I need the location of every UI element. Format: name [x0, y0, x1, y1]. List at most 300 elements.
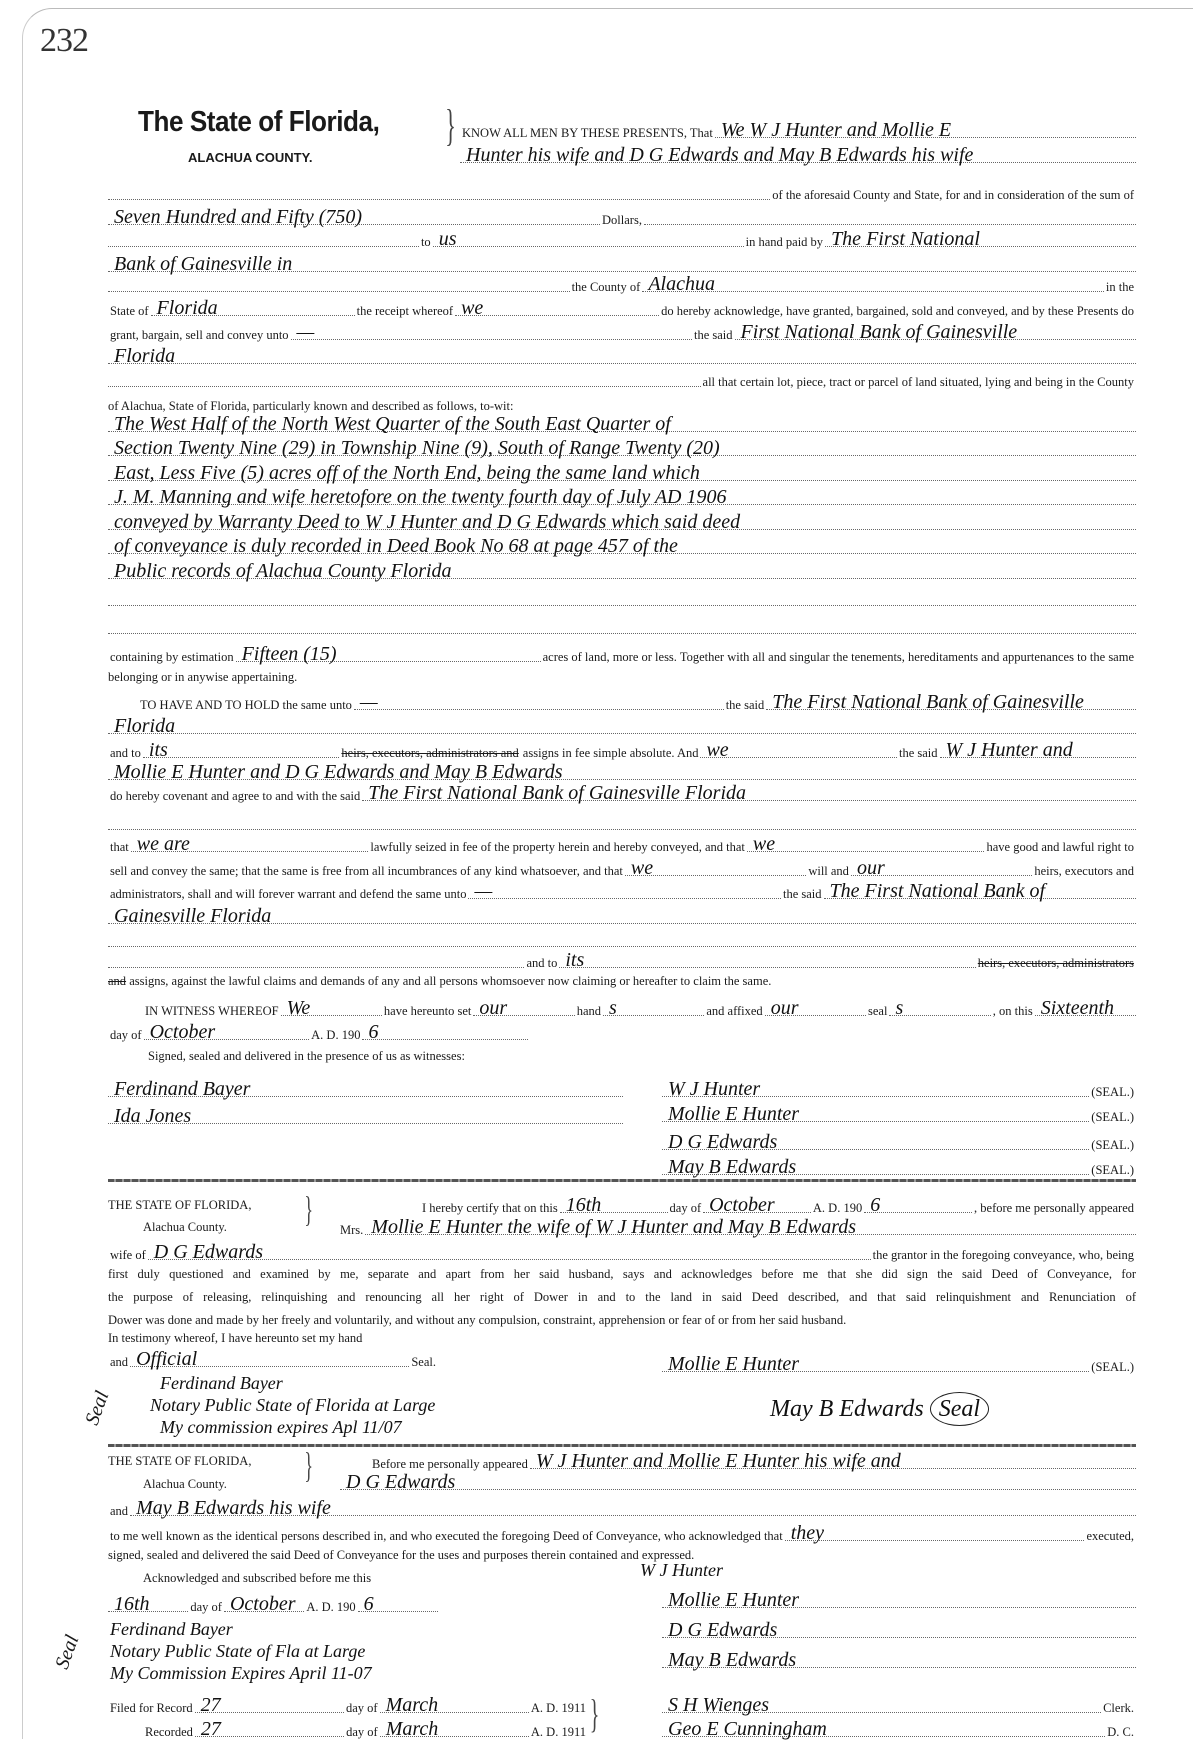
handwritten-entry: D G Edwards — [346, 1471, 456, 1493]
handwritten-entry: Sixteenth — [1040, 997, 1115, 1019]
handwritten-field — [825, 228, 1136, 250]
printed-text: in hand paid by — [745, 235, 824, 249]
covenantors-line — [108, 760, 1136, 782]
county-heading-2: Alachua County. — [143, 1220, 227, 1234]
printed-text: lawfully seized in fee of the property herein and hereby conveyed, and that — [370, 840, 745, 854]
handwritten-field — [530, 1450, 1136, 1472]
legal-6-line — [108, 534, 1136, 556]
printed-text: do hereby acknowledge, have granted, bargained, sold and conveyed, and by these Presents do — [661, 304, 1135, 318]
handwritten-entry: its — [148, 739, 168, 761]
printed-text: and to — [526, 956, 558, 970]
aforesaid-line — [108, 180, 1136, 202]
filed-line — [108, 1693, 588, 1715]
day-of-line — [108, 1020, 528, 1042]
handwritten-entry: The West Half of the North West Quarter of the South East Quarter of — [114, 413, 671, 435]
notary-commission: My commission expires Apl 11/07 — [160, 1417, 402, 1437]
handwritten-field — [715, 119, 1136, 141]
handwritten-field — [662, 1589, 1136, 1611]
grantor-sig-2-line — [662, 1102, 1136, 1124]
printed-text: containing by estimation — [110, 650, 234, 664]
grant-unto-line — [108, 320, 1136, 342]
handwritten-entry: s — [609, 997, 617, 1019]
handwritten-entry: we are — [136, 833, 190, 855]
handwritten-field — [236, 643, 541, 665]
handwritten-entry: Ida Jones — [114, 1105, 192, 1127]
sum-line — [108, 205, 1136, 227]
handwritten-field — [1035, 997, 1136, 1019]
printed-text: A. D. 1911 — [530, 1701, 586, 1715]
printed-text: IN WITNESS WHEREOF — [145, 1004, 279, 1018]
handwritten-field — [362, 1021, 528, 1043]
handwritten-field — [108, 413, 1136, 435]
appeared-cont-line — [340, 1470, 1136, 1492]
seal-mark: Seal — [930, 1392, 989, 1426]
handwritten-entry: The First National Bank of Gainesville Florida — [368, 782, 747, 804]
printed-text: the said — [725, 698, 765, 712]
blank-fill-line — [108, 951, 524, 968]
printed-text: , before me personally appeared — [974, 1201, 1135, 1215]
brace: } — [304, 1189, 313, 1229]
brace: } — [304, 1445, 313, 1485]
described-clause: of Alachua, State of Florida, particularly known and described as follows, to-wit: — [108, 399, 514, 413]
state-heading-2: THE STATE OF FLORIDA, — [108, 1198, 252, 1212]
printed-text: acres of land, more or less. Together with all and singular the tenements, hereditaments and appurtenances to the same — [542, 650, 1134, 664]
handwritten-field — [889, 997, 990, 1019]
acknowledged-clause: Acknowledged and subscribed before me this — [143, 1571, 372, 1585]
printed-text: to — [420, 235, 431, 249]
handwritten-entry: Gainesville Florida — [114, 905, 272, 927]
handwritten-field — [380, 1694, 529, 1716]
handwritten-field — [362, 782, 1136, 804]
handwritten-field — [662, 1353, 1089, 1375]
handwritten-entry: 16th — [565, 1194, 602, 1216]
grant-unto-cont-line — [108, 344, 1136, 366]
printed-text: that — [110, 840, 129, 854]
handwritten-entry: Ferdinand Bayer — [114, 1078, 251, 1100]
printed-text: and to — [110, 746, 141, 760]
handwritten-field — [108, 715, 1136, 737]
seized-line — [108, 832, 1136, 854]
warrant-line — [108, 879, 1136, 901]
section-divider — [108, 1179, 1136, 1182]
printed-text: administrators, shall and will forever warrant and defend the same unto — [110, 887, 467, 901]
official-seal-line — [108, 1347, 438, 1369]
handwritten-field — [662, 1131, 1089, 1153]
handwritten-entry: our — [770, 997, 799, 1019]
blank-3-line — [108, 810, 1136, 832]
handwritten-entry: us — [438, 228, 457, 250]
printed-text: day of — [669, 1201, 702, 1215]
witness-1-line — [108, 1077, 623, 1099]
signed-delivered-clause: signed, sealed and delivered the said Deed of Conveyance for the uses and purposes therein contained and expressed. — [108, 1548, 695, 1562]
county-heading: ALACHUA COUNTY. — [188, 150, 313, 165]
handwritten-entry: Mollie E Hunter — [668, 1353, 800, 1375]
page-number: 232 — [40, 22, 88, 59]
handwritten-field — [108, 345, 1136, 367]
printed-text: Seal. — [411, 1355, 436, 1369]
handwritten-entry: East, Less Five (5) acres off of the North End, being the same land which — [114, 462, 700, 484]
handwritten-field — [662, 1103, 1089, 1125]
printed-text: Clerk. — [1103, 1701, 1134, 1715]
handwritten-entry: our — [479, 997, 508, 1019]
handwritten-field — [662, 1718, 1105, 1740]
legal-4-line — [108, 485, 1136, 507]
handwritten-entry: May B Edwards his wife — [136, 1497, 331, 1519]
handwritten-field — [224, 1593, 304, 1615]
printed-text: grant, bargain, sell and convey unto — [110, 328, 289, 342]
printed-text: A. D. 190 — [306, 1600, 356, 1614]
printed-text: KNOW ALL MEN BY THESE PRESENTS, That — [462, 126, 713, 140]
printed-text: in the — [1105, 280, 1134, 294]
handwritten-entry: D G Edwards — [668, 1619, 778, 1641]
notary-title: Notary Public State of Florida at Large — [150, 1395, 436, 1415]
struck-text: heirs, executors, administrators — [977, 956, 1134, 970]
handwritten-field — [108, 1593, 188, 1615]
handwritten-field — [108, 486, 1136, 508]
handwritten-entry: Alachua — [648, 273, 715, 295]
handwritten-field — [765, 997, 866, 1019]
printed-text: Dollars, — [602, 213, 642, 227]
handwritten-field — [625, 857, 806, 879]
printed-text: will and — [808, 864, 849, 878]
printed-text: executed, — [1086, 1529, 1134, 1543]
handwritten-entry: We W J Hunter and Mollie E — [720, 119, 952, 141]
county-heading-3: Alachua County. — [143, 1477, 227, 1491]
printed-text: sell and convey the same; that the same is free from all incumbrances of any kind whatsoever, and that — [110, 864, 623, 878]
handwritten-field — [603, 997, 704, 1019]
assigns-text: assigns, against the lawful claims and demands of any and all persons whomsoever now claiming or hereafter to claim the same. — [129, 974, 772, 988]
handwritten-entry: D G Edwards — [153, 1241, 264, 1263]
printed-text: the receipt whereof — [356, 304, 454, 318]
deputy-clerk-line — [662, 1717, 1136, 1739]
grantor-sig-4-line — [662, 1155, 1136, 1177]
testimony-clause: In testimony whereof, I have hereunto set my hand — [108, 1331, 363, 1345]
clerk-line — [662, 1693, 1136, 1715]
printed-text: Before me personally appeared — [372, 1457, 528, 1471]
know-all-men-line — [460, 118, 1136, 140]
notary-seal: Seal — [50, 1632, 84, 1672]
handwritten-entry: of conveyance is duly recorded in Deed Book No 68 at page 457 of the — [114, 535, 678, 557]
struck-text: heirs, executors, administrators and — [341, 746, 519, 760]
printed-text: (SEAL.) — [1091, 1085, 1134, 1099]
handwritten-field — [195, 1694, 344, 1716]
printed-text: I hereby certify that on this — [422, 1201, 558, 1215]
handwritten-entry: March — [385, 1718, 439, 1740]
handwritten-entry: we — [752, 833, 776, 855]
blank-1-line — [108, 586, 1136, 608]
handwritten-entry: October — [709, 1194, 775, 1216]
blank-fill-line — [108, 813, 1136, 830]
handwritten-entry: Bank of Gainesville in — [114, 253, 293, 275]
printed-text: the said — [694, 328, 733, 342]
brace: } — [589, 1691, 600, 1736]
notary-signature: Ferdinand Bayer — [110, 1619, 233, 1639]
belonging-clause: belonging or in anywise appertaining. — [108, 670, 298, 684]
witness-whereof-line — [143, 996, 1136, 1018]
handwritten-field — [662, 1694, 1101, 1716]
assigns-clause — [108, 974, 771, 989]
notary-title: Notary Public State of Fla at Large — [110, 1641, 366, 1661]
state-heading-3: THE STATE OF FLORIDA, — [108, 1454, 252, 1468]
printed-text: day of — [110, 1028, 142, 1042]
signature-text: May B Edwards — [770, 1396, 924, 1422]
handwritten-field — [108, 511, 1136, 533]
ack-sig-2-line — [662, 1588, 1136, 1610]
handwritten-entry: they — [790, 1522, 825, 1544]
signed-sealed-clause: Signed, sealed and delivered in the presence of us as witnesses: — [148, 1049, 465, 1063]
handwritten-field — [131, 833, 369, 855]
printed-text: the said — [898, 746, 938, 760]
appeared-line — [370, 1449, 1136, 1471]
to-have-line — [138, 690, 1136, 712]
grantors-cont-line — [460, 143, 1136, 165]
handwritten-field — [747, 833, 985, 855]
document-title: The State of Florida, — [138, 106, 380, 138]
ack-sig-4-line — [662, 1648, 1136, 1670]
handwritten-field — [380, 1718, 529, 1740]
handwritten-entry: May B Edwards — [668, 1649, 797, 1671]
handwritten-field — [455, 297, 659, 319]
handwritten-field — [281, 997, 382, 1019]
handwritten-field — [108, 1105, 623, 1127]
handwritten-field — [700, 739, 897, 761]
ack-day-line — [108, 1592, 438, 1614]
handwritten-entry: Fifteen (15) — [241, 643, 337, 665]
blank-4-line — [108, 927, 1136, 949]
handwritten-field — [108, 253, 1136, 275]
printed-text: (SEAL.) — [1091, 1138, 1134, 1152]
handwritten-field — [291, 321, 692, 343]
handwritten-entry: Seven Hundred and Fifty (750) — [114, 206, 363, 228]
legal-5-line — [108, 510, 1136, 532]
printed-text: hand — [576, 1004, 602, 1018]
printed-text: to me well known as the identical persons described in, and who executed the foregoing Deed of Conveyance, who acknowledged that — [110, 1529, 783, 1543]
handwritten-entry: The First National Bank of — [829, 880, 1046, 902]
handwritten-entry: The First National — [831, 228, 980, 250]
printed-text: day of — [345, 1701, 378, 1715]
handwritten-entry: October — [149, 1021, 216, 1043]
handwritten-field — [130, 1348, 409, 1370]
grantor-sig-1-line — [662, 1077, 1136, 1099]
printed-text: the said — [782, 887, 822, 901]
notary-signature: Ferdinand Bayer — [160, 1373, 283, 1393]
sell-line — [108, 856, 1136, 878]
handwritten-field — [662, 1156, 1089, 1178]
handwritten-field — [560, 1194, 668, 1216]
handwritten-entry: 27 — [200, 1718, 221, 1740]
handwritten-field — [358, 1593, 438, 1615]
printed-text: heirs, executors and — [1034, 864, 1134, 878]
handwritten-field — [108, 1078, 623, 1100]
handwritten-entry: October — [229, 1593, 296, 1615]
handwritten-entry: May B Edwards — [668, 1156, 797, 1178]
notary-commission: My Commission Expires April 11-07 — [110, 1663, 372, 1683]
blank-2-line — [108, 614, 1136, 636]
handwritten-entry: W J Hunter and — [945, 739, 1073, 761]
printed-text: , on this — [992, 1004, 1033, 1018]
printed-text: wife of — [110, 1248, 146, 1262]
handwritten-field — [108, 560, 1136, 582]
handwritten-entry: First National Bank of Gainesville — [740, 321, 1018, 343]
ack-sig-3-line — [662, 1618, 1136, 1640]
handwritten-entry: our — [856, 857, 885, 879]
notary-seal: Seal — [80, 1388, 114, 1428]
handwritten-entry: Mollie E Hunter — [668, 1103, 800, 1125]
well-known-line — [108, 1521, 1136, 1543]
handwritten-field — [143, 739, 340, 761]
handwritten-entry: Florida — [156, 297, 218, 319]
printed-text: all that certain lot, piece, tract or parcel of land situated, lying and being in the County — [702, 375, 1134, 389]
handwritten-field — [108, 437, 1136, 459]
handwritten-entry: March — [385, 1694, 439, 1716]
blank-fill-line — [108, 275, 570, 292]
handwritten-field — [642, 273, 1104, 295]
county-of-line — [108, 272, 1136, 294]
handwritten-entry: we — [706, 739, 729, 761]
handwritten-entry: S H Wienges — [668, 1694, 770, 1716]
recorded-line — [143, 1717, 588, 1739]
blank-fill-line — [108, 183, 770, 200]
printed-text: (SEAL.) — [1091, 1110, 1134, 1124]
handwritten-entry: 27 — [200, 1694, 221, 1716]
handwritten-field — [108, 761, 1136, 783]
handwritten-entry: — — [474, 880, 493, 902]
all-that-line — [108, 367, 1136, 389]
printed-text: seal — [868, 1004, 888, 1018]
handwritten-field — [433, 228, 744, 250]
handwritten-entry: W J Hunter — [668, 1078, 761, 1100]
and-to-its-line — [108, 738, 1136, 760]
printed-text: TO HAVE AND TO HOLD the same unto — [140, 698, 352, 712]
handwritten-field — [340, 1471, 1136, 1493]
handwritten-entry: we — [630, 857, 654, 879]
handwritten-field — [130, 1497, 1136, 1519]
and-may-line — [108, 1496, 1136, 1518]
handwritten-entry: Section Twenty Nine (29) in Township Nine (9), South of Range Twenty (20) — [114, 437, 720, 459]
handwritten-entry: we — [461, 297, 484, 319]
printed-text: (SEAL.) — [1091, 1163, 1134, 1177]
witness-2-line — [108, 1104, 623, 1126]
and-to-its-2-line — [108, 948, 1136, 970]
dower-paragraph-line: Dower was done and made by her freely and voluntarily, and without any compulsion, constraint, apprehension or fear of or from her said husband. — [108, 1313, 847, 1327]
handwritten-entry: its — [565, 949, 585, 971]
printed-text: day of — [346, 1725, 378, 1739]
handwritten-entry: — — [359, 691, 378, 713]
handwritten-entry: Geo E Cunningham — [668, 1718, 827, 1740]
printed-text: assigns in fee simple absolute. And — [522, 746, 699, 760]
printed-text: the County of — [571, 280, 641, 294]
grantee-cont-line — [108, 252, 1136, 274]
grantor-signature: W J Hunter — [640, 1560, 723, 1580]
wife-of-line — [108, 1240, 1136, 1262]
handwritten-field — [703, 1194, 811, 1216]
handwritten-field — [766, 691, 1136, 713]
handwritten-entry: Public records of Alachua County Florida — [114, 560, 452, 582]
handwritten-field — [824, 880, 1136, 902]
printed-text: and — [110, 1504, 129, 1518]
dower-sig-1-line — [662, 1352, 1136, 1374]
printed-text: and — [110, 1355, 129, 1369]
handwritten-entry: Hunter his wife and D G Edwards and May B Edwards his wife — [466, 144, 974, 166]
handwritten-entry: 6 — [870, 1194, 881, 1216]
handwritten-entry: We — [286, 997, 311, 1019]
printed-text: have good and lawful right to — [986, 840, 1135, 854]
printed-text: do hereby covenant and agree to and with the said — [110, 789, 361, 803]
handwritten-entry: conveyed by Warranty Deed to W J Hunter and D G Edwards which said deed — [114, 511, 741, 533]
certify-line — [420, 1193, 1136, 1215]
handwritten-entry: W J Hunter and Mollie E Hunter his wife and — [535, 1450, 901, 1472]
handwritten-field — [662, 1078, 1089, 1100]
blank-fill-line — [644, 208, 1136, 225]
handwritten-field — [108, 535, 1136, 557]
grantor-sig-3-line — [662, 1130, 1136, 1152]
struck-text: and — [108, 974, 127, 988]
printed-text: A. D. 1911 — [530, 1725, 586, 1739]
blank-fill-line — [108, 617, 1136, 634]
handwritten-entry: Mollie E Hunter the wife of W J Hunter and May B Edwards — [371, 1216, 857, 1238]
handwritten-entry: Mollie E Hunter and D G Edwards and May B Edwards — [114, 761, 563, 783]
blank-fill-line — [108, 230, 419, 247]
handwritten-field — [108, 905, 1136, 927]
handwritten-entry: The First National Bank of Gainesville — [772, 691, 1084, 713]
mrs-line — [338, 1215, 1136, 1237]
state-of-line — [108, 296, 1136, 318]
handwritten-entry: Official — [136, 1348, 198, 1370]
handwritten-field — [468, 880, 780, 902]
printed-text: the grantor in the foregoing conveyance, who, being — [872, 1248, 1134, 1262]
section-divider — [108, 1444, 1136, 1447]
printed-text: day of — [190, 1600, 222, 1614]
handwritten-field — [108, 462, 1136, 484]
handwritten-entry: J. M. Manning and wife heretofore on the twenty fourth day of July AD 1906 — [114, 486, 727, 508]
to-have-cont-line — [108, 714, 1136, 736]
printed-text: A. D. 190 — [311, 1028, 361, 1042]
handwritten-field — [785, 1522, 1085, 1544]
handwritten-field — [864, 1194, 972, 1216]
handwritten-entry: s — [895, 997, 904, 1019]
handwritten-field — [559, 949, 975, 971]
handwritten-entry: 6 — [363, 1593, 374, 1615]
printed-text: Mrs. — [340, 1223, 364, 1237]
printed-text: of the aforesaid County and State, for and in consideration of the sum of — [772, 188, 1134, 202]
brace: } — [445, 101, 456, 150]
handwritten-entry: Mollie E Hunter — [668, 1589, 800, 1611]
dower-paragraph-line: first duly questioned and examined by me, separate and apart from her said husband, says and acknowledges before me that she did sign the said Deed of Conveyance, for — [108, 1267, 1136, 1281]
handwritten-field — [365, 1216, 1136, 1238]
warrant-cont-line — [108, 904, 1136, 926]
paid-to-line — [108, 227, 1136, 249]
grantor-signature — [770, 1392, 989, 1426]
handwritten-entry: 6 — [368, 1021, 379, 1043]
printed-text: Recorded — [145, 1725, 193, 1739]
containing-line — [108, 642, 1136, 664]
handwritten-field — [662, 1649, 1136, 1671]
printed-text: and affixed — [706, 1004, 763, 1018]
handwritten-entry: D G Edwards — [668, 1131, 778, 1153]
handwritten-field — [354, 691, 724, 713]
printed-text: Filed for Record — [110, 1701, 193, 1715]
handwritten-field — [151, 297, 355, 319]
handwritten-field — [851, 857, 1032, 879]
handwritten-field — [148, 1241, 871, 1263]
handwritten-field — [735, 321, 1136, 343]
printed-text: (SEAL.) — [1091, 1360, 1134, 1374]
blank-fill-line — [108, 370, 701, 387]
handwritten-entry: Florida — [114, 715, 176, 737]
handwritten-field — [473, 997, 574, 1019]
handwritten-field — [460, 144, 1136, 166]
handwritten-field — [940, 739, 1137, 761]
